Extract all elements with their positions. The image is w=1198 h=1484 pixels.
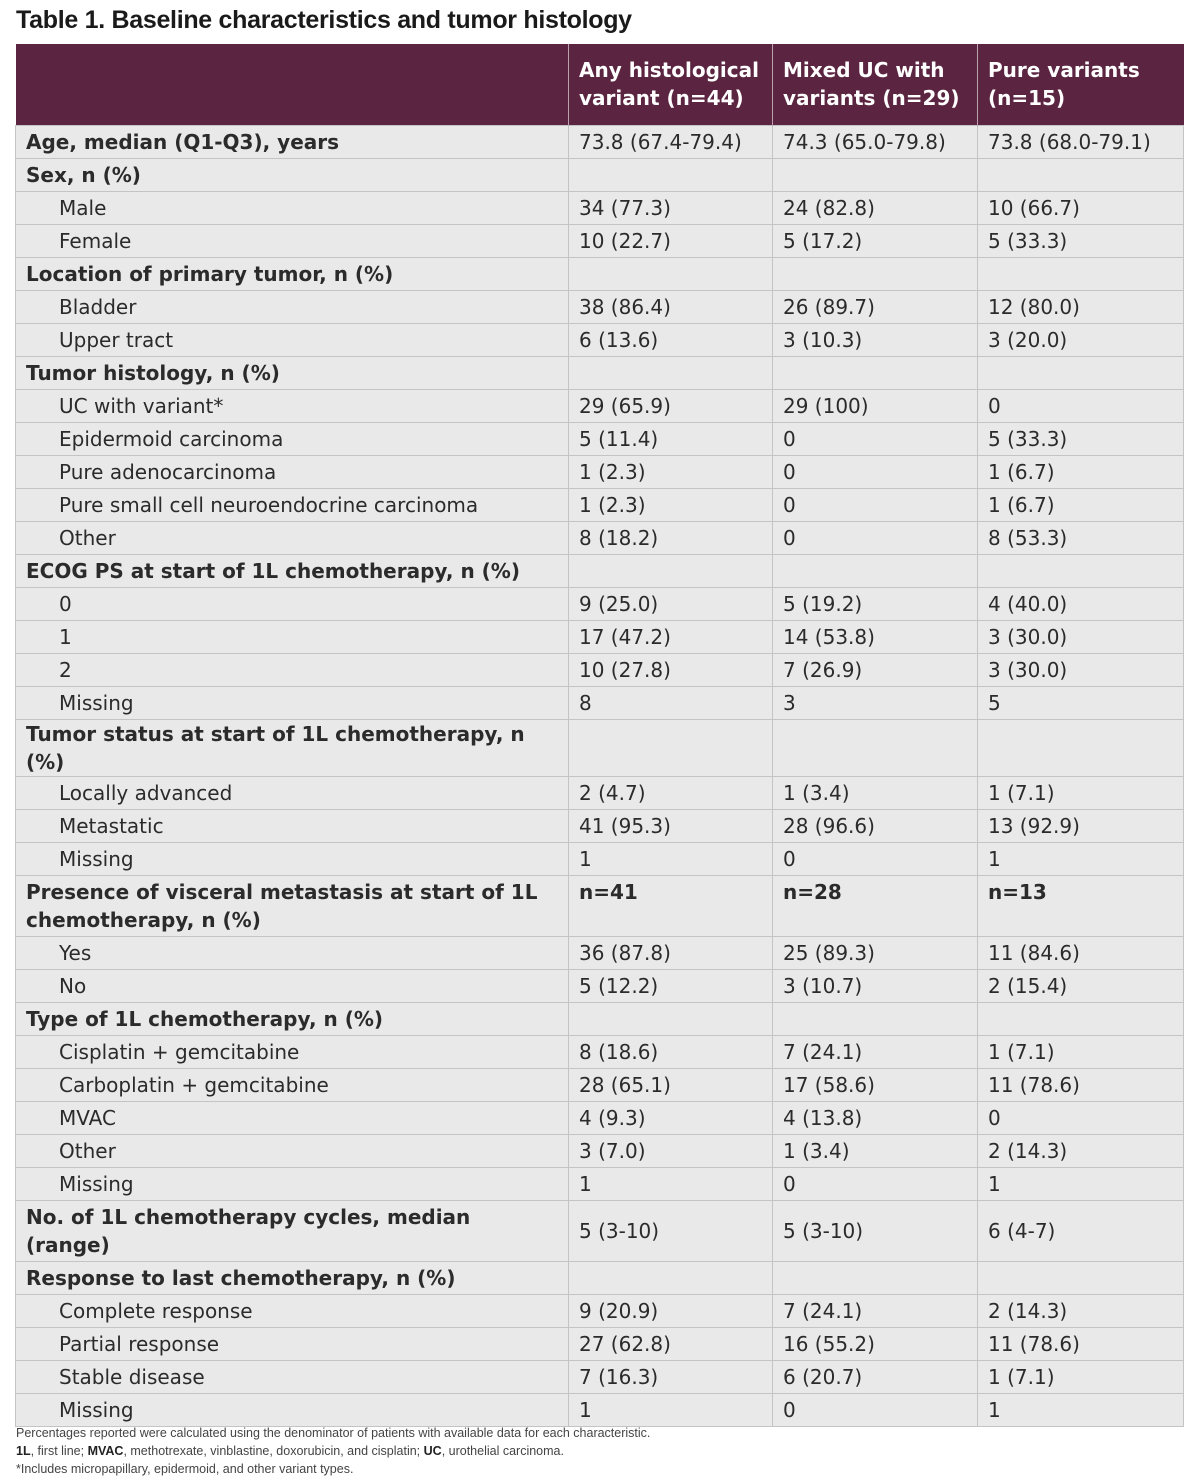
row-value: 16 (55.2) <box>773 1328 978 1361</box>
table-body <box>16 126 1184 1427</box>
row-label: Missing <box>16 687 569 720</box>
row-value: 36 (87.8) <box>569 937 773 970</box>
row-value: 38 (86.4) <box>569 291 773 324</box>
table-row <box>16 1328 1184 1361</box>
row-value <box>569 258 773 291</box>
row-value: 4 (13.8) <box>773 1102 978 1135</box>
row-value: 10 (66.7) <box>978 192 1184 225</box>
row-value: 1 <box>569 1394 773 1427</box>
row-value: 0 <box>978 390 1184 423</box>
row-value: 1 <box>569 1168 773 1201</box>
row-value: 1 <box>978 1168 1184 1201</box>
row-value: 7 (24.1) <box>773 1295 978 1328</box>
row-label: Complete response <box>16 1295 569 1328</box>
row-value: 28 (65.1) <box>569 1069 773 1102</box>
row-label: UC with variant* <box>16 390 569 423</box>
row-value: 5 (33.3) <box>978 423 1184 456</box>
row-value: n=41 <box>569 876 773 937</box>
row-value <box>773 1003 978 1036</box>
row-label: Type of 1L chemotherapy, n (%) <box>16 1003 569 1036</box>
row-value: 14 (53.8) <box>773 621 978 654</box>
table-row <box>16 1102 1184 1135</box>
row-value: 24 (82.8) <box>773 192 978 225</box>
row-value: 5 <box>978 687 1184 720</box>
baseline-characteristics-table <box>15 44 1184 1427</box>
row-value: 4 (40.0) <box>978 588 1184 621</box>
row-value <box>773 159 978 192</box>
row-value <box>773 357 978 390</box>
table-row <box>16 390 1184 423</box>
row-value: 1 (2.3) <box>569 489 773 522</box>
row-value <box>978 1262 1184 1295</box>
row-label: 0 <box>16 588 569 621</box>
row-value <box>978 555 1184 588</box>
table-row <box>16 876 1184 937</box>
footnote-variants: *Includes micropapillary, epidermoid, and other variant types. <box>16 1462 354 1476</box>
row-label: Age, median (Q1-Q3), years <box>16 126 569 159</box>
row-value <box>773 720 978 777</box>
row-value: 11 (84.6) <box>978 937 1184 970</box>
row-value: 3 (30.0) <box>978 621 1184 654</box>
table-row <box>16 654 1184 687</box>
row-value: 10 (27.8) <box>569 654 773 687</box>
footnote-fragment: UC <box>423 1444 442 1458</box>
row-value <box>773 1262 978 1295</box>
row-value: 1 (7.1) <box>978 1036 1184 1069</box>
row-value: 2 (14.3) <box>978 1295 1184 1328</box>
row-value: 7 (26.9) <box>773 654 978 687</box>
row-value: 2 (14.3) <box>978 1135 1184 1168</box>
row-value: 1 (3.4) <box>773 777 978 810</box>
table-row <box>16 159 1184 192</box>
row-label: Locally advanced <box>16 777 569 810</box>
row-value: 3 <box>773 687 978 720</box>
row-label: Upper tract <box>16 324 569 357</box>
row-label: Tumor histology, n (%) <box>16 357 569 390</box>
row-label: Missing <box>16 1394 569 1427</box>
footnote-fragment: , first line; <box>30 1444 88 1458</box>
table-row <box>16 1168 1184 1201</box>
row-value: 0 <box>773 843 978 876</box>
row-value: 0 <box>978 1102 1184 1135</box>
table-row <box>16 1201 1184 1262</box>
row-value <box>569 720 773 777</box>
row-value: 8 (18.6) <box>569 1036 773 1069</box>
table-header-row <box>16 44 1184 126</box>
table-row <box>16 720 1184 777</box>
table-row <box>16 1135 1184 1168</box>
row-value <box>569 1262 773 1295</box>
table-row <box>16 291 1184 324</box>
row-value: 0 <box>773 489 978 522</box>
row-label: Presence of visceral metastasis at start of 1L chemotherapy, n (%) <box>16 876 569 937</box>
row-value: 11 (78.6) <box>978 1328 1184 1361</box>
table-row <box>16 357 1184 390</box>
row-value: 13 (92.9) <box>978 810 1184 843</box>
row-value: n=13 <box>978 876 1184 937</box>
row-value: 1 (2.3) <box>569 456 773 489</box>
row-label: Pure adenocarcinoma <box>16 456 569 489</box>
row-value: 26 (89.7) <box>773 291 978 324</box>
row-value: 74.3 (65.0-79.8) <box>773 126 978 159</box>
table-row <box>16 225 1184 258</box>
row-value: 1 <box>978 843 1184 876</box>
table-row <box>16 1394 1184 1427</box>
table-row <box>16 1036 1184 1069</box>
row-value: 0 <box>773 1394 978 1427</box>
row-value: 0 <box>773 456 978 489</box>
row-value: 29 (100) <box>773 390 978 423</box>
row-value <box>569 357 773 390</box>
table-row <box>16 1003 1184 1036</box>
row-value: n=28 <box>773 876 978 937</box>
row-value: 6 (20.7) <box>773 1361 978 1394</box>
table-row <box>16 522 1184 555</box>
row-value: 1 (7.1) <box>978 777 1184 810</box>
column-header-pure-variants: Pure variants (n=15) <box>978 44 1184 126</box>
row-value: 1 <box>978 1394 1184 1427</box>
row-value: 3 (10.7) <box>773 970 978 1003</box>
row-value: 27 (62.8) <box>569 1328 773 1361</box>
row-value: 0 <box>773 423 978 456</box>
row-label: Female <box>16 225 569 258</box>
row-value: 5 (19.2) <box>773 588 978 621</box>
row-label: Yes <box>16 937 569 970</box>
row-label: Epidermoid carcinoma <box>16 423 569 456</box>
table-row <box>16 258 1184 291</box>
column-header-characteristic <box>16 44 569 126</box>
row-value: 1 (6.7) <box>978 489 1184 522</box>
table-title: Table 1. Baseline characteristics and tumor histology <box>16 6 632 34</box>
row-value: 9 (25.0) <box>569 588 773 621</box>
row-value <box>978 258 1184 291</box>
row-value <box>773 555 978 588</box>
row-label: Response to last chemotherapy, n (%) <box>16 1262 569 1295</box>
row-label: Stable disease <box>16 1361 569 1394</box>
row-value <box>978 720 1184 777</box>
row-label: Cisplatin + gemcitabine <box>16 1036 569 1069</box>
row-label: Missing <box>16 843 569 876</box>
row-value: 5 (17.2) <box>773 225 978 258</box>
row-value: 73.8 (67.4-79.4) <box>569 126 773 159</box>
row-value: 17 (47.2) <box>569 621 773 654</box>
table-row <box>16 621 1184 654</box>
row-value: 8 (53.3) <box>978 522 1184 555</box>
table-row <box>16 843 1184 876</box>
row-value: 5 (11.4) <box>569 423 773 456</box>
row-value <box>978 1003 1184 1036</box>
row-value: 73.8 (68.0-79.1) <box>978 126 1184 159</box>
row-label: Bladder <box>16 291 569 324</box>
row-value: 5 (3-10) <box>569 1201 773 1262</box>
row-label: Sex, n (%) <box>16 159 569 192</box>
table-row <box>16 1069 1184 1102</box>
row-label: Tumor status at start of 1L chemotherapy, n (%) <box>16 720 569 777</box>
row-value: 10 (22.7) <box>569 225 773 258</box>
row-value: 29 (65.9) <box>569 390 773 423</box>
row-value: 8 <box>569 687 773 720</box>
row-value <box>978 159 1184 192</box>
table-row <box>16 423 1184 456</box>
row-value: 2 (4.7) <box>569 777 773 810</box>
footnote-fragment: MVAC <box>87 1444 124 1458</box>
table-row <box>16 1295 1184 1328</box>
table-row <box>16 1262 1184 1295</box>
row-value: 3 (10.3) <box>773 324 978 357</box>
row-label: Other <box>16 522 569 555</box>
row-value: 1 <box>569 843 773 876</box>
row-value: 0 <box>773 1168 978 1201</box>
table-row <box>16 588 1184 621</box>
row-value: 25 (89.3) <box>773 937 978 970</box>
table-row <box>16 937 1184 970</box>
row-value: 7 (24.1) <box>773 1036 978 1069</box>
row-value: 5 (33.3) <box>978 225 1184 258</box>
row-label: No <box>16 970 569 1003</box>
column-header-any-variant: Any histological variant (n=44) <box>569 44 773 126</box>
row-label: Pure small cell neuroendocrine carcinoma <box>16 489 569 522</box>
row-value <box>569 1003 773 1036</box>
row-label: Other <box>16 1135 569 1168</box>
row-label: 2 <box>16 654 569 687</box>
table-row <box>16 489 1184 522</box>
row-value: 7 (16.3) <box>569 1361 773 1394</box>
row-value: 1 (6.7) <box>978 456 1184 489</box>
row-value: 9 (20.9) <box>569 1295 773 1328</box>
row-value: 5 (12.2) <box>569 970 773 1003</box>
row-label: MVAC <box>16 1102 569 1135</box>
row-value: 28 (96.6) <box>773 810 978 843</box>
table-row <box>16 126 1184 159</box>
row-value: 11 (78.6) <box>978 1069 1184 1102</box>
row-value <box>978 357 1184 390</box>
row-label: Partial response <box>16 1328 569 1361</box>
column-header-mixed-uc: Mixed UC with variants (n=29) <box>773 44 978 126</box>
row-value <box>569 159 773 192</box>
table-row <box>16 324 1184 357</box>
row-label: Location of primary tumor, n (%) <box>16 258 569 291</box>
footnote-abbreviations <box>16 1442 650 1460</box>
row-value: 3 (7.0) <box>569 1135 773 1168</box>
table-row <box>16 810 1184 843</box>
footnote-fragment: , urothelial carcinoma. <box>441 1444 564 1458</box>
row-label: Missing <box>16 1168 569 1201</box>
table-row <box>16 777 1184 810</box>
footnote-fragment: 1L <box>16 1444 31 1458</box>
row-value: 8 (18.2) <box>569 522 773 555</box>
row-value: 3 (30.0) <box>978 654 1184 687</box>
row-label: Carboplatin + gemcitabine <box>16 1069 569 1102</box>
row-value <box>569 555 773 588</box>
table-row <box>16 555 1184 588</box>
footnote-fragment: , methotrexate, vinblastine, doxorubicin, and cisplatin; <box>123 1444 424 1458</box>
table-row <box>16 1361 1184 1394</box>
row-value: 17 (58.6) <box>773 1069 978 1102</box>
row-value: 4 (9.3) <box>569 1102 773 1135</box>
row-value: 6 (13.6) <box>569 324 773 357</box>
row-label: No. of 1L chemotherapy cycles, median (range) <box>16 1201 569 1262</box>
row-value: 34 (77.3) <box>569 192 773 225</box>
row-value: 3 (20.0) <box>978 324 1184 357</box>
row-value: 1 (7.1) <box>978 1361 1184 1394</box>
row-value: 41 (95.3) <box>569 810 773 843</box>
row-value: 5 (3-10) <box>773 1201 978 1262</box>
row-label: Male <box>16 192 569 225</box>
table-footnotes <box>16 1424 650 1478</box>
table-row <box>16 456 1184 489</box>
row-value <box>773 258 978 291</box>
row-value: 0 <box>773 522 978 555</box>
footnote-denominator: Percentages reported were calculated using the denominator of patients with available data for each characteristic. <box>16 1426 651 1440</box>
table-row <box>16 687 1184 720</box>
row-value: 12 (80.0) <box>978 291 1184 324</box>
row-label: 1 <box>16 621 569 654</box>
row-value: 1 (3.4) <box>773 1135 978 1168</box>
row-value: 6 (4-7) <box>978 1201 1184 1262</box>
row-label: ECOG PS at start of 1L chemotherapy, n (%) <box>16 555 569 588</box>
row-label: Metastatic <box>16 810 569 843</box>
table-row <box>16 192 1184 225</box>
table-row <box>16 970 1184 1003</box>
row-value: 2 (15.4) <box>978 970 1184 1003</box>
